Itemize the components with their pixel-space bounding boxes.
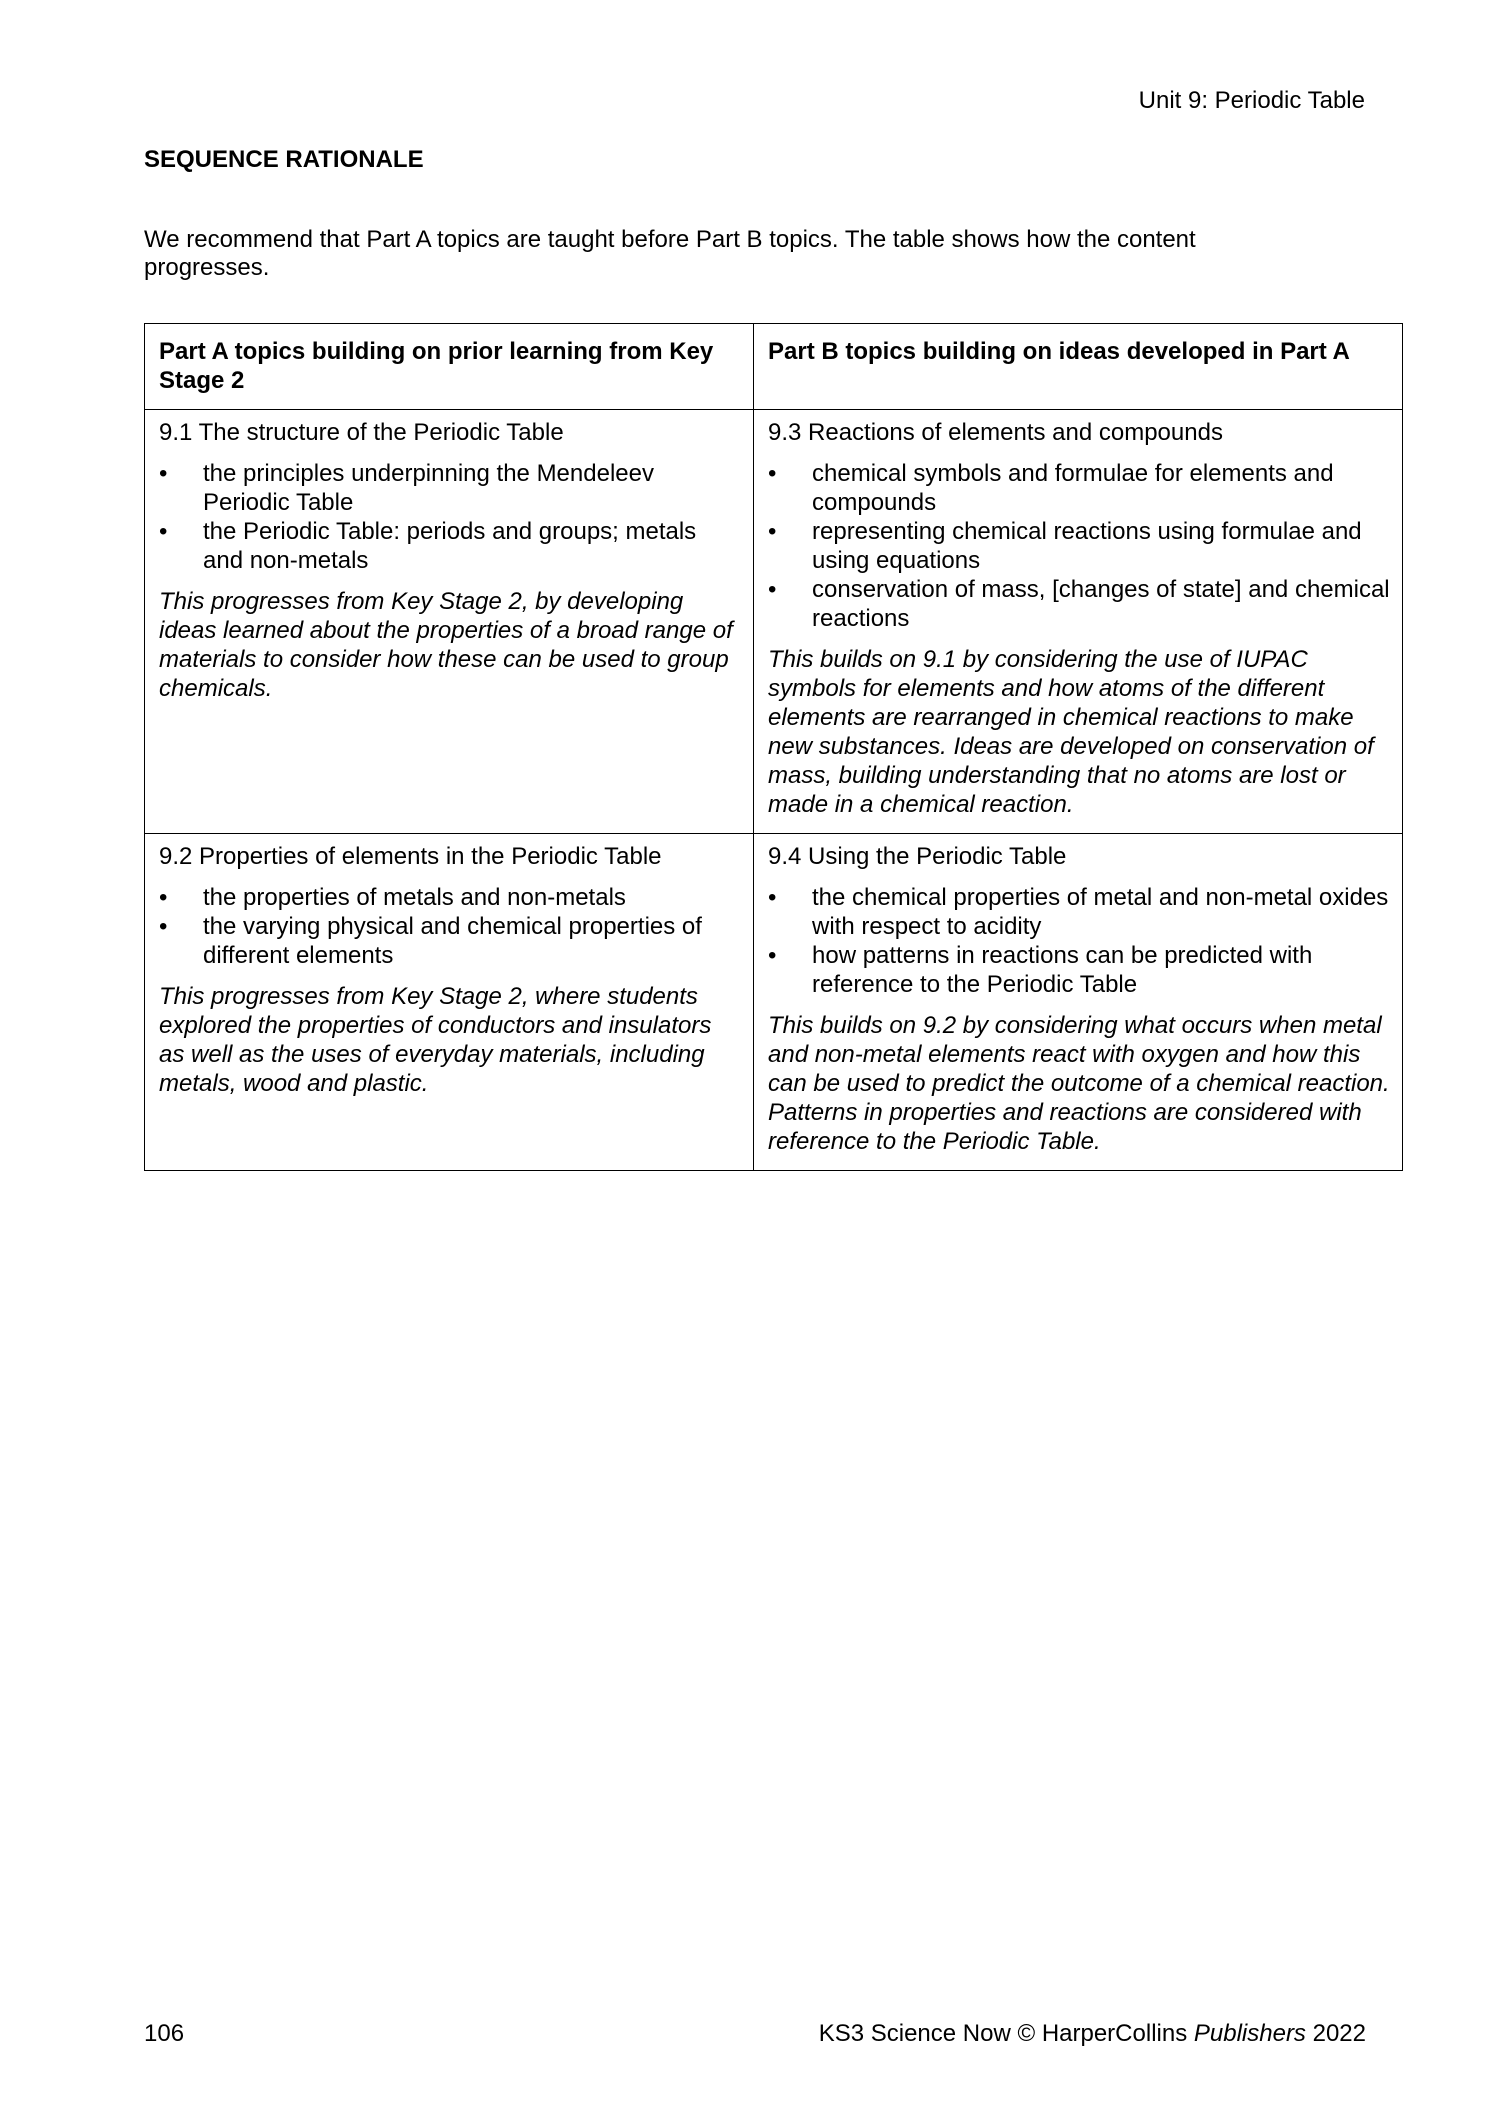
page-number: 106 xyxy=(144,2020,185,2047)
topic-rationale: This builds on 9.1 by considering the use of IUPAC symbols for elements and how atoms of the different elements are rearranged in chemical reactions to make new substances. Ideas are developed on conservation of mass, building understanding that no atoms are lost or made in a chemical reaction. xyxy=(768,646,1374,818)
point-text: conservation of mass, [changes of state] and chemical reactions xyxy=(812,576,1390,632)
bullet-icon: • xyxy=(768,942,777,969)
publisher-label: Publishers xyxy=(1193,2020,1306,2047)
copyright-prefix: KS3 Science Now © HarperCollins xyxy=(818,2020,1188,2047)
bullet-icon: • xyxy=(768,576,777,603)
bullet-icon: • xyxy=(159,518,168,545)
list-item xyxy=(768,517,1390,575)
topic-title: 9.2 Properties of elements in the Periodic Table xyxy=(159,843,662,870)
bullet-icon: • xyxy=(768,460,777,487)
bullet-icon: • xyxy=(159,913,168,940)
copyright-notice xyxy=(819,2019,1366,2049)
intro-paragraph: We recommend that Part A topics are taught before Part B topics. The table shows how the content progresses. xyxy=(144,226,1196,281)
table-header-row xyxy=(145,324,1403,410)
topic-title: 9.3 Reactions of elements and compounds xyxy=(768,419,1223,446)
bullet-icon: • xyxy=(768,518,777,545)
topic-rationale: This builds on 9.2 by considering what occurs when metal and non-metal elements react with oxygen and how this can be used to predict the outcome of a chemical reaction. Patterns in properties and reactions are considered with reference to the Periodic Table. xyxy=(768,1012,1390,1155)
list-item xyxy=(768,575,1390,633)
point-text: chemical symbols and formulae for elements and compounds xyxy=(812,460,1334,516)
copyright-year: 2022 xyxy=(1312,2020,1366,2047)
point-text: how patterns in reactions can be predicted with reference to the Periodic Table xyxy=(812,942,1313,998)
list-item xyxy=(159,459,741,517)
list-item xyxy=(159,883,741,912)
topic-cell-9-1 xyxy=(145,410,754,834)
bullet-icon: • xyxy=(768,884,777,911)
sequence-table xyxy=(144,323,1403,1171)
topic-cell-9-3 xyxy=(754,410,1403,834)
topic-points xyxy=(159,883,741,970)
part-a-header: Part A topics building on prior learning from Key Stage 2 xyxy=(145,324,754,410)
point-text: representing chemical reactions using formulae and using equations xyxy=(812,518,1362,574)
list-item xyxy=(768,459,1390,517)
list-item xyxy=(159,517,741,575)
table-row xyxy=(145,834,1403,1171)
topic-points xyxy=(159,459,741,575)
point-text: the chemical properties of metal and non-metal oxides with respect to acidity xyxy=(812,884,1389,940)
point-text: the Periodic Table: periods and groups; metals and non-metals xyxy=(203,518,697,574)
topic-points xyxy=(768,883,1390,999)
list-item xyxy=(768,883,1390,941)
point-text: the varying physical and chemical properties of different elements xyxy=(203,913,702,969)
topic-cell-9-2 xyxy=(145,834,754,1171)
topic-rationale: This progresses from Key Stage 2, where students explored the properties of conductors and insulators as well as the uses of everyday materials, including metals, wood and plastic. xyxy=(159,983,712,1097)
point-text: the properties of metals and non-metals xyxy=(203,884,626,911)
topic-title: 9.4 Using the Periodic Table xyxy=(768,843,1067,870)
part-b-header: Part B topics building on ideas developed in Part A xyxy=(754,324,1403,410)
topic-rationale: This progresses from Key Stage 2, by developing ideas learned about the properties of a broad range of materials to consider how these can be used to group chemicals. xyxy=(159,588,733,702)
point-text: the principles underpinning the Mendeleev Periodic Table xyxy=(203,460,654,516)
section-heading: SEQUENCE RATIONALE xyxy=(144,146,424,173)
topic-title: 9.1 The structure of the Periodic Table xyxy=(159,419,564,446)
unit-title: Unit 9: Periodic Table xyxy=(1138,87,1365,114)
bullet-icon: • xyxy=(159,884,168,911)
topic-cell-9-4 xyxy=(754,834,1403,1171)
list-item xyxy=(159,912,741,970)
table-row xyxy=(145,410,1403,834)
list-item xyxy=(768,941,1390,999)
topic-points xyxy=(768,459,1390,633)
bullet-icon: • xyxy=(159,460,168,487)
